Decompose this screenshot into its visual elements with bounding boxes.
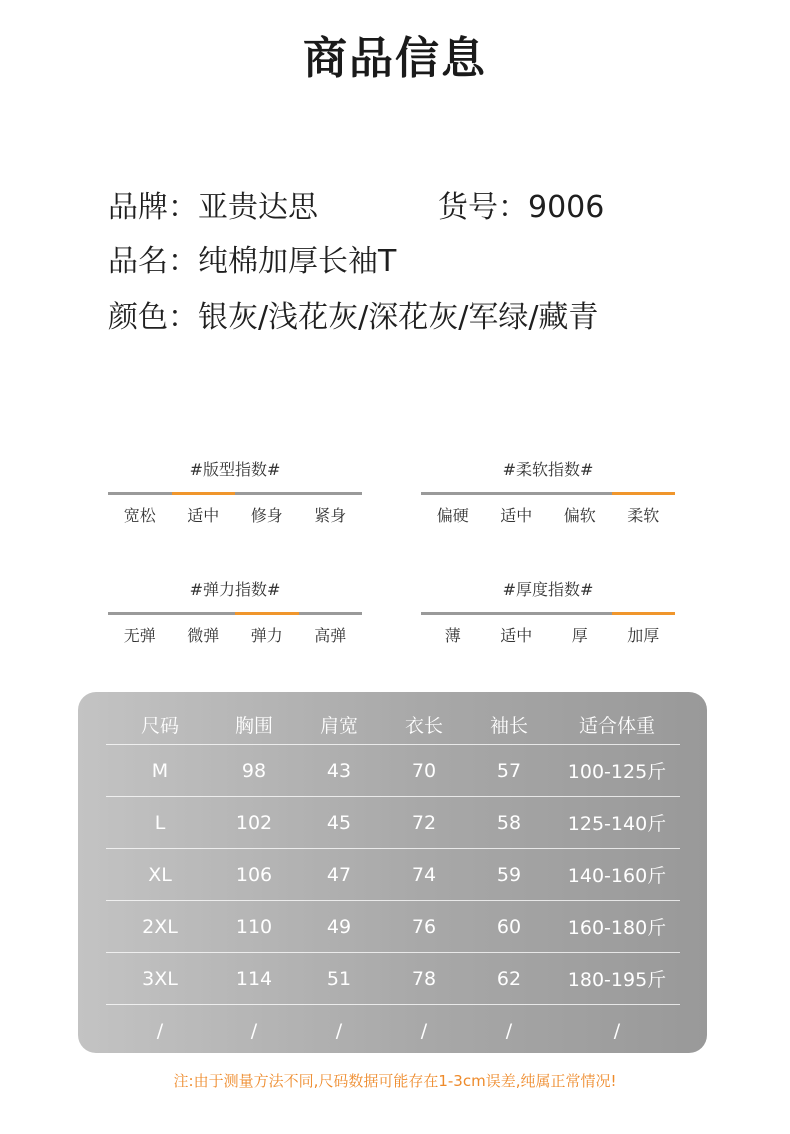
fit-index-highlight <box>172 492 236 495</box>
thickness-index-bar <box>421 612 675 615</box>
cell-shoulder: 43 <box>326 759 352 782</box>
table-row <box>106 744 680 796</box>
elasticity-index-highlight <box>235 612 299 615</box>
cell-weight: 100-125斤 <box>567 761 667 783</box>
cell-length: 74 <box>411 863 437 886</box>
thickness-level: 薄 <box>444 626 461 645</box>
table-row <box>106 848 680 900</box>
table-row <box>106 1004 680 1056</box>
color-label: 颜色： <box>108 300 198 335</box>
header-chest: 胸围 <box>234 714 273 737</box>
cell-shoulder: / <box>335 1019 343 1042</box>
product-name-label: 品名： <box>108 244 198 279</box>
item-number-label: 货号： <box>438 190 528 225</box>
cell-sleeve: 57 <box>496 759 522 782</box>
cell-weight: 180-195斤 <box>567 969 667 991</box>
cell-chest: 106 <box>235 863 273 886</box>
cell-length: / <box>420 1019 428 1042</box>
fit-index <box>108 458 362 526</box>
thickness-index-highlight <box>612 612 676 615</box>
elasticity-level: 微弹 <box>187 626 220 645</box>
cell-chest: 102 <box>235 811 273 834</box>
thickness-level: 厚 <box>571 626 588 645</box>
brand-value: 亚贵达思 <box>198 190 318 225</box>
brand-label: 品牌： <box>108 190 198 225</box>
softness-level: 偏硬 <box>436 506 469 525</box>
cell-sleeve: 60 <box>496 915 522 938</box>
item-number-line <box>438 182 604 226</box>
header-length: 衣长 <box>404 714 443 737</box>
cell-weight: 140-160斤 <box>567 865 667 887</box>
thickness-index-title: #厚度指数# <box>502 580 594 599</box>
cell-chest: / <box>250 1019 258 1042</box>
table-row <box>106 900 680 952</box>
softness-index-bar <box>421 492 675 495</box>
elasticity-index <box>108 578 362 646</box>
thickness-level: 适中 <box>500 626 533 645</box>
cell-size: / <box>156 1019 164 1042</box>
softness-level: 适中 <box>500 506 533 525</box>
elasticity-level: 无弹 <box>123 626 156 645</box>
softness-index-title: #柔软指数# <box>502 460 594 479</box>
cell-length: 70 <box>411 759 437 782</box>
page-title: 商品信息 <box>303 33 487 84</box>
header-shoulder: 肩宽 <box>319 714 358 737</box>
thickness-level: 加厚 <box>627 626 660 645</box>
color-line <box>108 292 598 336</box>
fit-index-title: #版型指数# <box>189 460 281 479</box>
header-sleeve: 袖长 <box>489 714 528 737</box>
fit-level: 紧身 <box>314 506 347 525</box>
cell-length: 72 <box>411 811 437 834</box>
softness-level: 柔软 <box>627 506 660 525</box>
product-name-value: 纯棉加厚长袖T <box>198 244 397 279</box>
cell-size: XL <box>148 863 172 886</box>
product-name-line <box>108 236 396 280</box>
cell-shoulder: 47 <box>326 863 352 886</box>
cell-size: 3XL <box>142 967 178 990</box>
cell-weight: / <box>613 1019 621 1042</box>
item-number-value: 9006 <box>528 190 605 225</box>
softness-index-highlight <box>612 492 676 495</box>
cell-size: M <box>151 759 169 782</box>
elasticity-index-title: #弹力指数# <box>189 580 281 599</box>
cell-size: L <box>154 811 166 834</box>
cell-shoulder: 49 <box>326 915 352 938</box>
cell-sleeve: 62 <box>496 967 522 990</box>
thickness-index <box>421 578 675 646</box>
cell-chest: 114 <box>235 967 273 990</box>
cell-size: 2XL <box>142 915 178 938</box>
cell-length: 78 <box>411 967 437 990</box>
cell-chest: 110 <box>235 915 273 938</box>
fit-index-bar <box>108 492 362 495</box>
header-size: 尺码 <box>140 714 179 737</box>
cell-weight: 160-180斤 <box>567 917 667 939</box>
elasticity-level: 弹力 <box>250 626 283 645</box>
header-weight: 适合体重 <box>578 714 655 737</box>
cell-weight: 125-140斤 <box>567 813 667 835</box>
color-value: 银灰/浅花灰/深花灰/军绿/藏青 <box>198 300 599 335</box>
softness-index <box>421 458 675 526</box>
cell-shoulder: 51 <box>326 967 352 990</box>
table-row <box>106 952 680 1004</box>
table-row <box>106 796 680 848</box>
size-table-header <box>106 704 680 744</box>
elasticity-level: 高弹 <box>314 626 347 645</box>
softness-level: 偏软 <box>563 506 596 525</box>
fit-level: 适中 <box>187 506 220 525</box>
cell-chest: 98 <box>241 759 267 782</box>
cell-sleeve: 58 <box>496 811 522 834</box>
brand-line <box>108 182 318 226</box>
fit-level: 修身 <box>250 506 283 525</box>
cell-length: 76 <box>411 915 437 938</box>
fit-level: 宽松 <box>123 506 156 525</box>
size-table <box>106 704 680 1056</box>
size-chart-panel <box>78 692 707 1053</box>
cell-shoulder: 45 <box>326 811 352 834</box>
measurement-note: 注:由于测量方法不同,尺码数据可能存在1-3cm误差,纯属正常情况! <box>173 1072 617 1090</box>
cell-sleeve: 59 <box>496 863 522 886</box>
cell-sleeve: / <box>505 1019 513 1042</box>
elasticity-index-bar <box>108 612 362 615</box>
